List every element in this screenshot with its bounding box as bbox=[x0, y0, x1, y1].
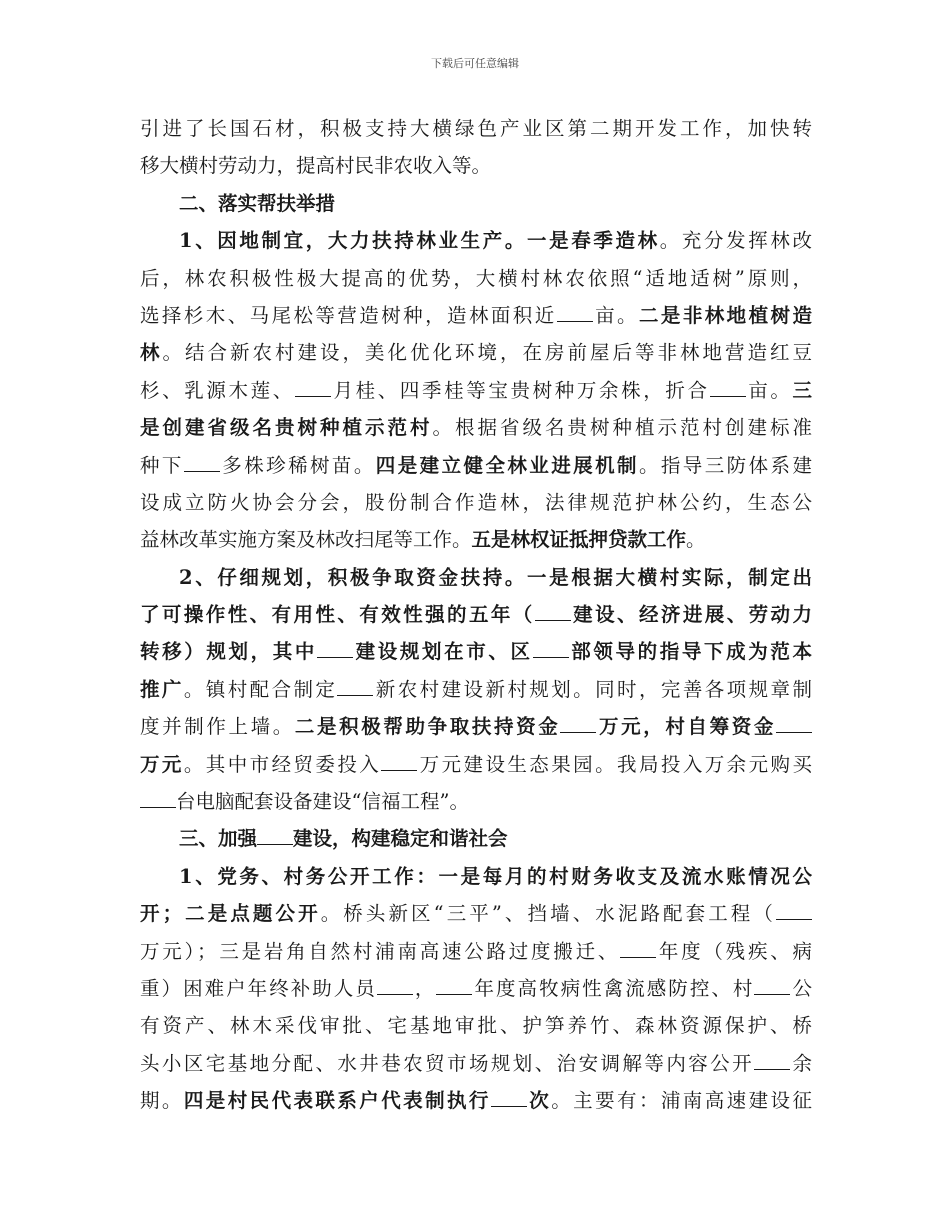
blank-field bbox=[317, 640, 353, 659]
blank-field bbox=[533, 640, 569, 659]
paragraph-line: 移大横村劳动力，提高村民非农收入等。 bbox=[140, 154, 492, 178]
paragraph-line: 重）困难户年终补助人员 ， 年度高牧病性禽流感防控、村 公 bbox=[140, 976, 812, 1000]
paragraph-line: 1、党务、村务公开工作：一是每月的村财务收支及流水账情况公 bbox=[179, 864, 812, 888]
document-body bbox=[140, 110, 812, 1120]
paragraph-line: 杉、乳源木莲、 月桂、四季桂等宝贵树种万余株，折合 亩。三 bbox=[140, 378, 812, 402]
paragraph-line: 引进了长国石材，积极支持大横绿色产业区第二期开发工作，加快转 bbox=[140, 117, 812, 140]
paragraph-line: 万元。其中市经贸委投入 万元建设生态果园。我局投入万余元购买 bbox=[140, 752, 812, 776]
paragraph-line: 了可操作性、有用性、有效性强的五年（ 建设、经济进展、劳动力 bbox=[140, 603, 812, 627]
blank-field bbox=[776, 902, 812, 921]
paragraph-line: 林。结合新农村建设，美化优化环境，在房前屋后等非林地营造红豆 bbox=[140, 341, 812, 365]
paragraph-line: 期。四是村民代表联系户代表制执行 次。主要有：浦南高速建设征 bbox=[140, 1089, 812, 1113]
blank-field bbox=[381, 752, 417, 771]
paragraph-line: 是创建省级名贵树种植示范村。根据省级名贵树种植示范村创建标准 bbox=[140, 416, 812, 440]
paragraph-line: 种下 多株珍稀树苗。四是建立健全林业进展机制。指导三防体系建 bbox=[140, 453, 812, 477]
paragraph-line: 有资产、林木采伐审批、宅基地审批、护笋养竹、森林资源保护、桥 bbox=[140, 1014, 812, 1038]
blank-field bbox=[535, 603, 571, 622]
paragraph-line: 头小区宅基地分配、水井巷农贸市场规划、治安调解等内容公开 余 bbox=[140, 1051, 812, 1075]
paragraph-line: 后，林农积极性极大提高的优势，大横村林农依照“适地适树”原则， bbox=[140, 266, 812, 290]
paragraph-line: 度并制作上墙。二是积极帮助争取扶持资金 万元，村自筹资金 bbox=[140, 708, 812, 745]
section-heading: 二、落实帮扶举措 bbox=[179, 191, 336, 215]
blank-field bbox=[184, 453, 220, 472]
blank-field bbox=[710, 378, 746, 397]
paragraph-line: 2、仔细规划，积极争取资金扶持。一是根据大横村实际，制定出 bbox=[179, 565, 812, 589]
blank-field bbox=[140, 789, 176, 808]
blank-field bbox=[754, 1051, 790, 1070]
blank-field bbox=[491, 1089, 527, 1108]
paragraph-line: 转移）规划，其中 建设规划在市、区 部领导的指导下成为范本 bbox=[140, 640, 812, 664]
blank-field bbox=[620, 939, 656, 958]
blank-field bbox=[436, 976, 472, 995]
blank-field bbox=[337, 677, 373, 696]
blank-field bbox=[560, 715, 596, 734]
paragraph-line: 开；二是点题公开。桥头新区“三平”、挡墙、水泥路配套工程（ bbox=[140, 895, 812, 932]
blank-field bbox=[377, 976, 413, 995]
paragraph-line: 1、因地制宜，大力扶持林业生产。一是春季造林。充分发挥林改 bbox=[179, 229, 812, 253]
blank-field bbox=[754, 976, 790, 995]
paragraph-line: 设成立防火协会分会，股份制合作造林，法律规范护林公约，生态公 bbox=[140, 490, 812, 514]
blank-field bbox=[295, 378, 331, 397]
blank-field bbox=[557, 303, 593, 322]
blank-field bbox=[776, 715, 812, 734]
paragraph-line: 选择杉木、马尾松等营造树种，造林面积近 亩。二是非林地植树造 bbox=[140, 303, 812, 327]
paragraph-line: 推广。镇村配合制定 新农村建设新村规划。同时，完善各项规章制 bbox=[140, 677, 812, 701]
section-heading: 三、加强 建设，构建稳定和谐社会 bbox=[179, 827, 508, 851]
paragraph-line: 台电脑配套设备建设“信福工程”。 bbox=[140, 783, 812, 820]
paragraph-line: 益林改革实施方案及林改扫尾等工作。五是林权证抵押贷款工作。 bbox=[140, 528, 706, 552]
blank-field bbox=[257, 827, 293, 846]
page-header: 下载后可任意编辑 bbox=[431, 57, 519, 70]
paragraph-line: 万元）；三是岩角自然村浦南高速公路过度搬迁、 年度（残疾、病 bbox=[140, 939, 812, 963]
